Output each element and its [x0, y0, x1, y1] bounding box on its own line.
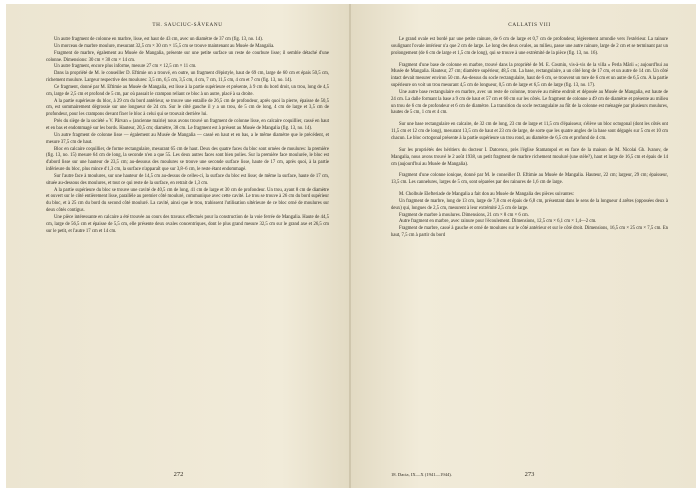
paragraph: Sur les propriétés des héritiers du docteur I. Datcenco, près l'église Stamatopol et en face de la maison de M. Nicolai Gh. Ivanov, de Mangalia, nous avons trouvé le 2 août 1938, un petit fragment de marbre richement mouluré (une stèle?), haut et large de 16,5 cm et épais de 14 cm (aujourd'hui au Musée de Mangalia). [391, 147, 668, 167]
paragraph: Fragment de marbre, cassé à gauche et orné de moulures sur le côté antérieur et sur le côté droit. Dimensions, 16,5 cm × 25 cm × 7,5 cm. En haut, 7,5 cm à partir du bord [391, 226, 668, 239]
paragraph: Une autre base rectangulaire en marbre, avec un reste de colonne, trouvée au même endroit et déposée au Musée de Mangalia, est haute de 24 cm. La dalle formant la base a 9 cm de haut et 57 cm et 60 cm sur les côtés. Le fragment de colonne a 49 cm de diamètre et présente au milieu un trou de 6 cm de profondeur et 6 cm de diamètre. La transition du socle rectangulaire au fût de la colonne est ménagée par plusieurs moulures, hautes de 5 cm, 1 cm et 4 cm. [391, 89, 668, 116]
paragraph: Un fragment de marbre, long de 13 cm, large de 7,8 cm et épais de 6,8 cm, présentant dans le sens de la longueur 4 arêtes (opposées deux à deux) qui, longues de 2,5 cm, mesurent à leur extrémité 2,5 cm de large. [391, 198, 668, 211]
paragraph: Une pièce intéressante en calcaire a été trouvée au cours des travaux effectués pour la construction de la voie ferrée de Mangalia. Haute de 44,5 cm, large de 56,5 cm et épaisse de 5,5 cm, elle présente deux ovales concentriques, dont le plus grand mesure 32,5 cm sur le grand axe et 26,5 cm sur le petit, et l'autre 17 cm et 14 cm. [46, 214, 329, 234]
footnote: 18. Dacia, IX—X (1941—1944). [391, 472, 452, 477]
right-page [351, 4, 696, 488]
paragraph: Un autre fragment de colonne en marbre, lisse, est haut de 43 cm, avec un diamètre de 37 cm (fig. 13, no. 14). [54, 37, 264, 42]
paragraph: Fragment d'une colonne ionique, donné par M. le conseiller D. Eftimie au Musée de Mangalia. Hauteur, 22 cm; largeur, 29 cm; épaisseur, 13,5 cm. Les cannelures, larges de 5 cm, sont séparées par des rainures de 1,6 cm de large. [391, 173, 668, 186]
left-body [46, 37, 329, 235]
paragraph: Un autre fragment de colonne lisse — également au Musée de Mangalia — cassé en haut et en bas, a le même diamètre que le précédent, et mesure 37,5 cm de haut. [46, 132, 329, 145]
paragraph: A la partie supérieure du bloc, à 29 cm du bord antérieur, se trouve une entaille de 26,5 cm de profondeur, après quoi la pierre, épaisse de 50,5 cm, est sommairement dégrossie sur une longueur de 24 cm. Sur le côté gauche il y a un trou, de 5 cm de long, 4 cm de large et 3,5 cm de profondeur, pour les crampons devant fixer le bloc à celui qui se trouvait derrière lui. [46, 98, 329, 118]
page-number: 273 [524, 471, 535, 478]
paragraph: A la partie supérieure du bloc se trouve une cavité de 40,5 cm de long, 41 cm de large et 30 cm de profondeur. Un trou, ayant 8 cm de diamètre et ouvert sur le côté entièrement lisse, parallèle au premier côté mouluré, communique avec cette cavité. Le trou se trouve à 26 cm du bord supérieur du bloc, et à 25 cm du bord du second côté mouluré. La cavité, ainsi que le trou, trahissent l'utilisation ultérieure de ce bloc orné de moulures sur deux côtés contigus. [46, 187, 329, 214]
paragraph: Autre fragment en marbre, avec rainure pour l'écoulement. Dimensions, 12,5 cm × 6,1 cm × 1,4—2 cm. [399, 219, 597, 225]
paragraph: Ce fragment, donné par M. Eftimie au Musée de Mangalia, est lisse à la partie supérieure et présente, à 9 cm du bord droit, un trou, long de 4,5 cm, large de 2,5 cm et profond de 5 cm, par où passait le crampon reliant ce bloc à un autre, placé à sa droite. [46, 84, 329, 97]
paragraph: Bloc en calcaire coquillier, de forme rectangulaire, mesurant 65 cm de haut. Deux des quatre faces du bloc sont ornées de moulures: la première (fig. 13, no. 15) mesure 64 cm de long, la seconde n'en a que 55. Les deux autres faces sont bien polies. Sur la première face moulurée, le bloc est d'abord lisse sur une hauteur de 23,5 cm; au-dessous des moulures se trouve une seconde surface lisse, haute de 17 cm, après quoi, à la partie inférieure du bloc, plus mince d'1,3 cm, la surface n'apparaît que sur 3,8–6 cm, le reste étant endommagé. [46, 146, 329, 173]
paragraph: Sur l'autre face à moulures, sur une hauteur de 14,5 cm au-dessus de celles-ci, la surface du bloc est lisse; de même la surface, haute de 17 cm, située au-dessous des moulures, et tout ce qui reste de la surface, en retrait de 1,3 cm. [46, 173, 329, 186]
paragraph: Près du siège de la société « V. Pârvan » (ancienne mairie) nous avons trouvé un fragment de colonne lisse, en calcaire coquillier, cassé en haut et en bas et endommagé sur les bords. Hauteur, 20,5 cm; diamètre, 38 cm. Le fragment est à présent au Musée de Mangalia (fig. 13, no. 14). [46, 119, 329, 131]
paragraph: Dans la propriété de M. le conseiller D. Eftimie on a trouvé, en outre, un fragment d'épistyle, haut de 69 cm, large de 60 cm et épais 50,5 cm, richement moulure. Largeur respective des moulures: 3,5 cm, 6,5 cm, 3,5 cm, 4 cm, 7 cm, 11,5 cm, 4 cm et 7 cm (fig. 13, no. 14). [46, 71, 329, 84]
book-spread [6, 4, 696, 488]
left-page [6, 4, 351, 488]
paragraph: Fragment d'une base de colonne en marbre, trouvé dans la propriété de M. E. Cosmin, vis-à-vis de la villa « Perla Mării »; aujourd'hui au Musée de Mangalia. Hauteur, 27 cm; diamètre supérieur, 48,5 cm. La base, rectangulaire, a un côté long de 17 cm, et un autre de 14 cm. Un côté intact devait mesurer environ 50 cm. Au-dessus du socle rectangulaire, haut de 6 cm, se trouvent un tore de 6 cm et un autre de 6,5 cm. A la partie supérieure on voit un trou mesurant 4,5 cm de longueur, 0,5 cm de large et 6,5 cm de large (fig. 13, no. 17). [391, 62, 668, 89]
paragraph: Un morceau de marbre moulure, mesurant 32,5 cm × 30 cm × 15,5 cm se trouve maintenant au Musée de Mangalia. [54, 43, 275, 49]
paragraph: Fragment de marbre, également au Musée de Mangalia, présente sur une petite surface un reste de courbure lisse; il semble détaché d'une colonne. Dimensions: 30 cm × 30 cm × 14 cm. [46, 50, 329, 63]
page-footer [6, 471, 351, 478]
running-head: TH. SAUCIUC-SĂVEANU [152, 22, 223, 28]
paragraph: Le grand ovale est bordé par une petite rainure, de 6 cm de large et 0,7 cm de profondeur, légèrement arrondie vers l'extérieur. La rainure soulignant l'ovale intérieur n'a que 2 cm de large. Le long des deux ovales, au milieu, passe une autre rainure, large de 2 cm et se terminant par un prolongement (de 6 cm de large et 1,5 cm de long), qui se trouve à une extrémité de la pièce (fig. 13, no. 16). [391, 37, 668, 56]
paragraph: Un autre fragment, encore plus informe, mesure 27 cm × 12,5 cm × 11 cm. [54, 64, 197, 70]
paragraph: M. Cholbule Elefteriade de Mangalia a fait don au Musée de Mangalia des pièces suivantes: [399, 192, 575, 198]
paragraph: Sur une base rectangulaire en calcaire, de 32 cm de long, 23 cm de large et 11,5 cm d'épaisseur, s'élève un bloc octogonal (dont les côtés ont 11,5 cm et 12 cm de long), mesurant 13,5 cm de haut et 23 cm de large, de sorte que les quatre angles de la base sont dégagés sur 5 cm et 10 cm chacun. Le bloc octogonal présente à la partie supérieure un trou rond, au diamètre de 6,5 cm et profond de 4 cm. [391, 122, 668, 141]
right-body [391, 37, 668, 240]
running-head: CALLATIS VIII [508, 22, 551, 28]
page-number: 272 [173, 471, 184, 478]
page-footer [391, 471, 668, 478]
paragraph: Fragment de marbre à moulures. Dimensions, 21 cm × 8 cm × 6 cm. [399, 212, 529, 218]
